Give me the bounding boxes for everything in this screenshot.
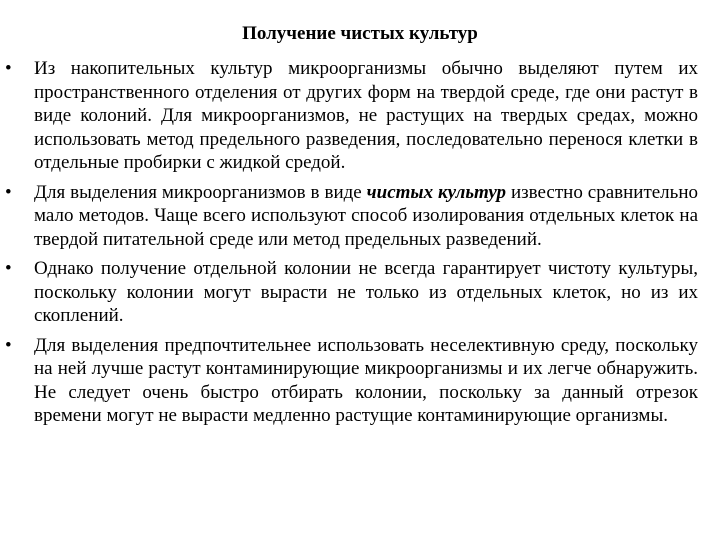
bullet-text-after: известно сравнительно мало методов. Чаще всего используют способ изолирования отдельных клеток на твердой питательной среде или метод предельных разведений. <box>34 181 698 250</box>
bullet-text: Однако получение отдельной колонии не всегда гарантирует чистоту культуры, поскольку колонии могут вырасти не только из отдельных клеток, но из их скоплений. <box>34 258 698 326</box>
bullet-emphasis: чистых культур <box>366 181 507 203</box>
bullet-item-4 <box>0 334 720 428</box>
bullet-item-1 <box>0 57 720 175</box>
bullet-marker: • <box>5 181 12 203</box>
bullet-text: Для выделения предпочтительнее использовать неселективную среду, поскольку на ней лучше растут контаминирующие микроорганизмы и их легче обнаружить. Не следует очень быстро отбирать колонии, поскольку за данный отрезок времени могут не вырасти медленно растущие контаминирующие организмы. <box>34 334 698 426</box>
bullet-list <box>0 57 720 434</box>
bullet-item-3 <box>0 257 720 328</box>
bullet-marker: • <box>5 58 12 79</box>
bullet-marker: • <box>5 258 12 279</box>
bullet-marker: • <box>5 334 12 356</box>
page-title: Получение чистых культур <box>242 23 478 44</box>
bullet-item-2 <box>0 181 720 252</box>
bullet-text-before: Для выделения микроорганизмов в виде <box>34 181 367 203</box>
bullet-text: Из накопительных культур микроорганизмы обычно выделяют путем их пространственного отделения от других форм на твердой среде, где они растут в виде колоний. Для микроорганизмов, не растущих на твердых средах, можно использовать метод предельного разведения, последовательно перенося клетки в отдельные пробирки с жидкой средой. <box>34 58 698 173</box>
